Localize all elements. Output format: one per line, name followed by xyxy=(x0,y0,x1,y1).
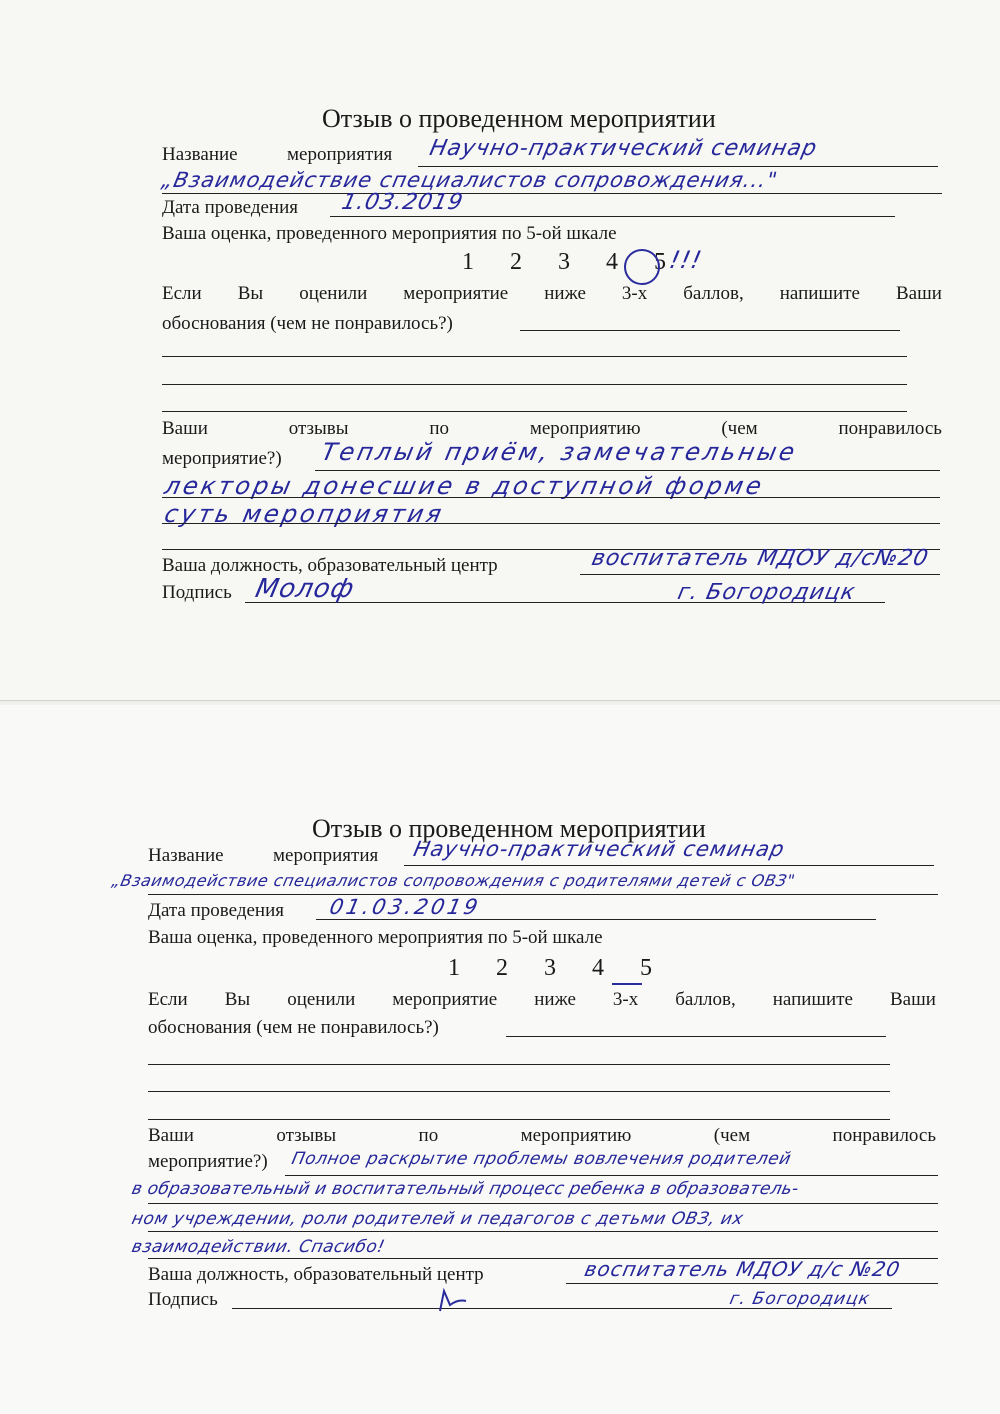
rating-prompt: Ваша оценка, проведенного мероприятия по 5-ой шкале xyxy=(148,927,603,948)
city-handwritten: г. Богородицк xyxy=(727,1289,873,1309)
blank-line-3 xyxy=(148,1119,890,1120)
date-handwritten: 1.03.2019 xyxy=(339,190,466,215)
event-name-label-word1: Название xyxy=(162,144,238,165)
event-name-handwritten-2: „Взаимодействие специалистов сопровождения с родителями детей с ОВЗ" xyxy=(109,871,797,890)
rating-exclamation-marks: !!! xyxy=(667,246,705,274)
feedback-line-1 xyxy=(285,1175,938,1176)
feedback-line-1 xyxy=(315,470,940,471)
feedback-handwritten-2: в образовательный и воспитательный процесс ребенка в образователь- xyxy=(129,1179,801,1199)
city-handwritten: г. Богородицк xyxy=(675,580,858,605)
feedback-handwritten-1: Теплый приём, замечательные xyxy=(319,438,801,466)
signature-label: Подпись xyxy=(162,582,232,603)
date-handwritten: 01.03.2019 xyxy=(327,895,483,919)
scale-2: 2 xyxy=(510,249,522,275)
event-name-label-word2: мероприятия xyxy=(273,845,379,866)
feedback-handwritten-3: ном учреждении, роли родителей и педагогов с детьми ОВЗ, их xyxy=(129,1209,746,1229)
scale-3: 3 xyxy=(544,955,556,981)
scale-1: 1 xyxy=(462,249,474,275)
date-underline xyxy=(330,216,895,217)
signature-handwritten: Молоф xyxy=(252,574,358,604)
feedback-line-3 xyxy=(148,1231,938,1232)
blank-line-1 xyxy=(148,1064,890,1065)
position-label: Ваша должность, образовательный центр xyxy=(162,555,498,576)
position-underline xyxy=(566,1283,938,1284)
feedback-form-2 xyxy=(0,705,1000,1414)
low-rating-prompt: Если Вы оценили мероприятие ниже 3-х баллов, напишите Ваши xyxy=(162,283,942,304)
feedback-form-1 xyxy=(0,0,1000,705)
rating-5-underline-mark xyxy=(612,983,642,985)
date-label: Дата проведения xyxy=(148,900,285,921)
blank-line-3 xyxy=(162,411,907,412)
scale-1: 1 xyxy=(448,955,460,981)
date-label: Дата проведения xyxy=(162,197,299,218)
scale-5: 5 xyxy=(640,955,652,981)
blank-line-2 xyxy=(148,1091,890,1092)
feedback-prompt-cont: мероприятие?) xyxy=(162,448,282,469)
position-handwritten: воспитатель МДОУ д/с№20 xyxy=(589,546,932,571)
scale-5: 5 xyxy=(654,249,666,275)
event-name-underline-2 xyxy=(162,193,942,194)
event-name-handwritten-2: „Взаимодействие специалистов сопровождения..." xyxy=(159,168,781,192)
justification-underline xyxy=(520,330,900,331)
feedback-handwritten-1: Полное раскрытие проблемы вовлечения родителей xyxy=(289,1149,793,1169)
blank-line-1 xyxy=(162,356,907,357)
signature-label: Подпись xyxy=(148,1289,218,1310)
feedback-prompt: Ваши отзывы по мероприятию (чем понравилось xyxy=(162,418,942,439)
event-name-underline xyxy=(418,166,938,167)
scale-3: 3 xyxy=(558,249,570,275)
feedback-line-2 xyxy=(162,497,940,498)
rating-prompt: Ваша оценка, проведенного мероприятия по 5-ой шкале xyxy=(162,223,617,244)
feedback-prompt-cont: мероприятие?) xyxy=(148,1151,268,1172)
scale-2: 2 xyxy=(496,955,508,981)
event-name-underline-2 xyxy=(148,894,938,895)
justification-label: обоснования (чем не понравилось?) xyxy=(162,313,453,334)
event-name-handwritten-1: Научно-практический семинар xyxy=(427,136,820,161)
position-handwritten: воспитатель МДОУ д/с №20 xyxy=(582,1257,903,1281)
scale-4: 4 xyxy=(592,955,604,981)
feedback-handwritten-3: суть мероприятия xyxy=(162,500,447,528)
blank-line-2 xyxy=(162,384,907,385)
date-underline xyxy=(316,919,876,920)
position-label: Ваша должность, образовательный центр xyxy=(148,1264,484,1285)
feedback-prompt: Ваши отзывы по мероприятию (чем понравилось xyxy=(148,1125,936,1146)
feedback-line-2 xyxy=(148,1203,938,1204)
rating-circle-mark xyxy=(624,249,660,285)
event-name-label-word1: Название xyxy=(148,845,224,866)
rating-scale xyxy=(448,955,652,982)
low-rating-prompt: Если Вы оценили мероприятие ниже 3-х баллов, напишите Ваши xyxy=(148,989,936,1010)
feedback-line-3 xyxy=(162,523,940,524)
feedback-handwritten-2: лекторы донесшие в доступной форме xyxy=(162,472,767,500)
justification-underline xyxy=(506,1036,886,1037)
form-title: Отзыв о проведенном мероприятии xyxy=(322,104,716,133)
justification-label: обоснования (чем не понравилось?) xyxy=(148,1017,439,1038)
position-underline xyxy=(580,574,940,575)
scale-4: 4 xyxy=(606,249,618,275)
feedback-handwritten-4: взаимодействии. Спасибо! xyxy=(129,1237,387,1257)
event-name-handwritten-1: Научно-практический семинар xyxy=(411,837,788,861)
event-name-underline xyxy=(404,865,934,866)
signature-scribble xyxy=(436,1285,476,1315)
form-title: Отзыв о проведенном мероприятии xyxy=(312,814,706,843)
event-name-label-word2: мероприятия xyxy=(287,144,393,165)
